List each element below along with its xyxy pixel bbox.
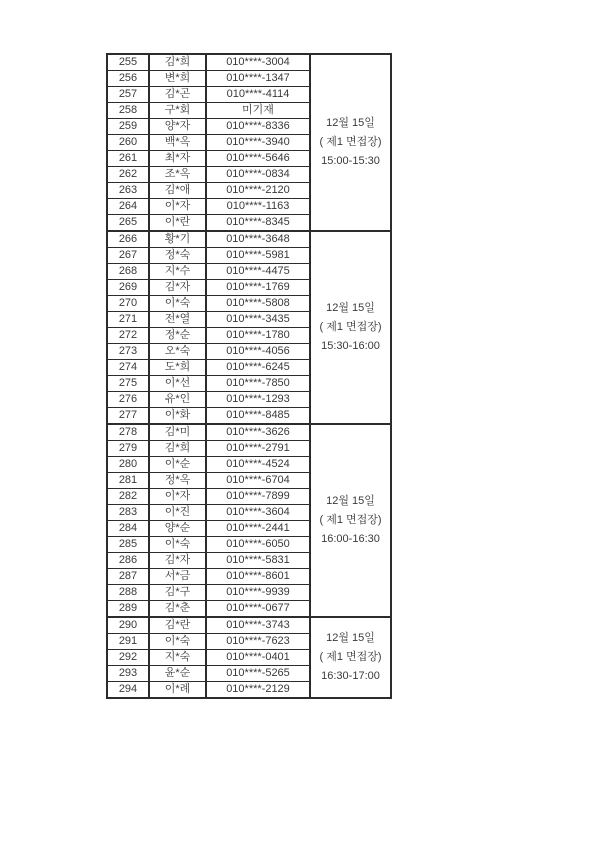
row-number-cell: 258 bbox=[107, 103, 149, 119]
row-number-cell: 291 bbox=[107, 634, 149, 650]
phone-cell: 010****-5981 bbox=[206, 248, 310, 264]
phone-cell: 010****-1769 bbox=[206, 280, 310, 296]
name-cell: 정*순 bbox=[149, 328, 206, 344]
row-number-cell: 271 bbox=[107, 312, 149, 328]
phone-cell: 010****-8336 bbox=[206, 119, 310, 135]
name-cell: 이*숙 bbox=[149, 537, 206, 553]
phone-cell: 010****-4114 bbox=[206, 87, 310, 103]
name-cell: 김*춘 bbox=[149, 601, 206, 618]
row-number-cell: 286 bbox=[107, 553, 149, 569]
phone-cell: 010****-9939 bbox=[206, 585, 310, 601]
phone-cell: 010****-5808 bbox=[206, 296, 310, 312]
row-number-cell: 266 bbox=[107, 231, 149, 248]
name-cell: 도*희 bbox=[149, 360, 206, 376]
phone-cell: 010****-6050 bbox=[206, 537, 310, 553]
name-cell: 양*자 bbox=[149, 119, 206, 135]
schedule-time: 15:30-16:00 bbox=[321, 340, 380, 352]
row-number-cell: 289 bbox=[107, 601, 149, 618]
phone-cell: 010****-0677 bbox=[206, 601, 310, 618]
row-number-cell: 262 bbox=[107, 167, 149, 183]
row-number-cell: 287 bbox=[107, 569, 149, 585]
name-cell: 정*숙 bbox=[149, 248, 206, 264]
table-row bbox=[107, 424, 391, 441]
schedule-venue: ( 제1 면접장) bbox=[319, 514, 382, 526]
name-cell: 김*미 bbox=[149, 424, 206, 441]
name-cell: 조*옥 bbox=[149, 167, 206, 183]
row-number-cell: 274 bbox=[107, 360, 149, 376]
row-number-cell: 284 bbox=[107, 521, 149, 537]
phone-cell: 010****-6704 bbox=[206, 473, 310, 489]
schedule-date: 12월 15일 bbox=[326, 117, 375, 129]
row-number-cell: 267 bbox=[107, 248, 149, 264]
row-number-cell: 281 bbox=[107, 473, 149, 489]
phone-cell: 010****-1163 bbox=[206, 199, 310, 215]
phone-cell: 010****-4524 bbox=[206, 457, 310, 473]
name-cell: 김*자 bbox=[149, 553, 206, 569]
table-row bbox=[107, 231, 391, 248]
phone-cell: 010****-3435 bbox=[206, 312, 310, 328]
row-number-cell: 277 bbox=[107, 408, 149, 425]
phone-cell: 010****-0834 bbox=[206, 167, 310, 183]
name-cell: 오*숙 bbox=[149, 344, 206, 360]
name-cell: 이*숙 bbox=[149, 296, 206, 312]
phone-cell: 010****-8485 bbox=[206, 408, 310, 425]
row-number-cell: 261 bbox=[107, 151, 149, 167]
row-number-cell: 288 bbox=[107, 585, 149, 601]
name-cell: 양*순 bbox=[149, 521, 206, 537]
row-number-cell: 263 bbox=[107, 183, 149, 199]
row-number-cell: 292 bbox=[107, 650, 149, 666]
table-row bbox=[107, 617, 391, 634]
schedule-date: 12월 15일 bbox=[326, 302, 375, 314]
row-number-cell: 256 bbox=[107, 71, 149, 87]
phone-cell: 010****-3004 bbox=[206, 54, 310, 71]
schedule-section bbox=[107, 231, 391, 424]
row-number-cell: 273 bbox=[107, 344, 149, 360]
schedule-time: 15:00-15:30 bbox=[321, 155, 380, 167]
row-number-cell: 270 bbox=[107, 296, 149, 312]
phone-cell: 010****-7623 bbox=[206, 634, 310, 650]
name-cell: 이*자 bbox=[149, 489, 206, 505]
name-cell: 윤*순 bbox=[149, 666, 206, 682]
name-cell: 김*희 bbox=[149, 441, 206, 457]
schedule-venue: ( 제1 면접장) bbox=[319, 136, 382, 148]
schedule-time: 16:30-17:00 bbox=[321, 670, 380, 682]
name-cell: 이*자 bbox=[149, 199, 206, 215]
phone-cell: 010****-8345 bbox=[206, 215, 310, 232]
phone-cell: 010****-0401 bbox=[206, 650, 310, 666]
name-cell: 김*애 bbox=[149, 183, 206, 199]
schedule-cell bbox=[310, 424, 391, 617]
table-row bbox=[107, 54, 391, 71]
schedule-venue: ( 제1 면접장) bbox=[319, 651, 382, 663]
row-number-cell: 275 bbox=[107, 376, 149, 392]
name-cell: 이*란 bbox=[149, 215, 206, 232]
phone-cell: 010****-2441 bbox=[206, 521, 310, 537]
name-cell: 이*선 bbox=[149, 376, 206, 392]
name-cell: 김*자 bbox=[149, 280, 206, 296]
schedule-date: 12월 15일 bbox=[326, 632, 375, 644]
phone-cell: 010****-5646 bbox=[206, 151, 310, 167]
schedule-cell bbox=[310, 231, 391, 424]
row-number-cell: 265 bbox=[107, 215, 149, 232]
name-cell: 유*인 bbox=[149, 392, 206, 408]
name-cell: 구*회 bbox=[149, 103, 206, 119]
name-cell: 백*옥 bbox=[149, 135, 206, 151]
name-cell: 김*희 bbox=[149, 54, 206, 71]
row-number-cell: 257 bbox=[107, 87, 149, 103]
name-cell: 김*구 bbox=[149, 585, 206, 601]
phone-cell: 010****-1293 bbox=[206, 392, 310, 408]
phone-cell: 미기재 bbox=[206, 103, 310, 119]
phone-cell: 010****-1780 bbox=[206, 328, 310, 344]
name-cell: 최*자 bbox=[149, 151, 206, 167]
schedule-section bbox=[107, 424, 391, 617]
phone-cell: 010****-2791 bbox=[206, 441, 310, 457]
phone-cell: 010****-7850 bbox=[206, 376, 310, 392]
row-number-cell: 264 bbox=[107, 199, 149, 215]
name-cell: 전*열 bbox=[149, 312, 206, 328]
phone-cell: 010****-3626 bbox=[206, 424, 310, 441]
row-number-cell: 283 bbox=[107, 505, 149, 521]
phone-cell: 010****-8601 bbox=[206, 569, 310, 585]
name-cell: 이*례 bbox=[149, 682, 206, 699]
name-cell: 황*기 bbox=[149, 231, 206, 248]
row-number-cell: 276 bbox=[107, 392, 149, 408]
name-cell: 이*순 bbox=[149, 457, 206, 473]
row-number-cell: 282 bbox=[107, 489, 149, 505]
name-cell: 이*진 bbox=[149, 505, 206, 521]
phone-cell: 010****-3648 bbox=[206, 231, 310, 248]
phone-cell: 010****-5265 bbox=[206, 666, 310, 682]
schedule-section bbox=[107, 617, 391, 698]
name-cell: 이*화 bbox=[149, 408, 206, 425]
name-cell: 김*란 bbox=[149, 617, 206, 634]
phone-cell: 010****-4056 bbox=[206, 344, 310, 360]
row-number-cell: 290 bbox=[107, 617, 149, 634]
phone-cell: 010****-2120 bbox=[206, 183, 310, 199]
schedule-cell bbox=[310, 54, 391, 231]
name-cell: 이*숙 bbox=[149, 634, 206, 650]
row-number-cell: 285 bbox=[107, 537, 149, 553]
phone-cell: 010****-3604 bbox=[206, 505, 310, 521]
row-number-cell: 269 bbox=[107, 280, 149, 296]
row-number-cell: 259 bbox=[107, 119, 149, 135]
phone-cell: 010****-4475 bbox=[206, 264, 310, 280]
row-number-cell: 294 bbox=[107, 682, 149, 699]
row-number-cell: 278 bbox=[107, 424, 149, 441]
name-cell: 변*희 bbox=[149, 71, 206, 87]
row-number-cell: 293 bbox=[107, 666, 149, 682]
schedule-section bbox=[107, 54, 391, 231]
row-number-cell: 268 bbox=[107, 264, 149, 280]
phone-cell: 010****-3743 bbox=[206, 617, 310, 634]
row-number-cell: 280 bbox=[107, 457, 149, 473]
name-cell: 김*곤 bbox=[149, 87, 206, 103]
name-cell: 서*금 bbox=[149, 569, 206, 585]
schedule-time: 16:00-16:30 bbox=[321, 533, 380, 545]
phone-cell: 010****-1347 bbox=[206, 71, 310, 87]
row-number-cell: 255 bbox=[107, 54, 149, 71]
phone-cell: 010****-3940 bbox=[206, 135, 310, 151]
row-number-cell: 279 bbox=[107, 441, 149, 457]
row-number-cell: 272 bbox=[107, 328, 149, 344]
name-cell: 지*숙 bbox=[149, 650, 206, 666]
phone-cell: 010****-6245 bbox=[206, 360, 310, 376]
name-cell: 정*옥 bbox=[149, 473, 206, 489]
phone-cell: 010****-2129 bbox=[206, 682, 310, 699]
schedule-cell bbox=[310, 617, 391, 698]
schedule-venue: ( 제1 면접장) bbox=[319, 321, 382, 333]
interview-schedule-table bbox=[106, 53, 392, 699]
name-cell: 지*수 bbox=[149, 264, 206, 280]
row-number-cell: 260 bbox=[107, 135, 149, 151]
phone-cell: 010****-5831 bbox=[206, 553, 310, 569]
schedule-date: 12월 15일 bbox=[326, 495, 375, 507]
phone-cell: 010****-7899 bbox=[206, 489, 310, 505]
